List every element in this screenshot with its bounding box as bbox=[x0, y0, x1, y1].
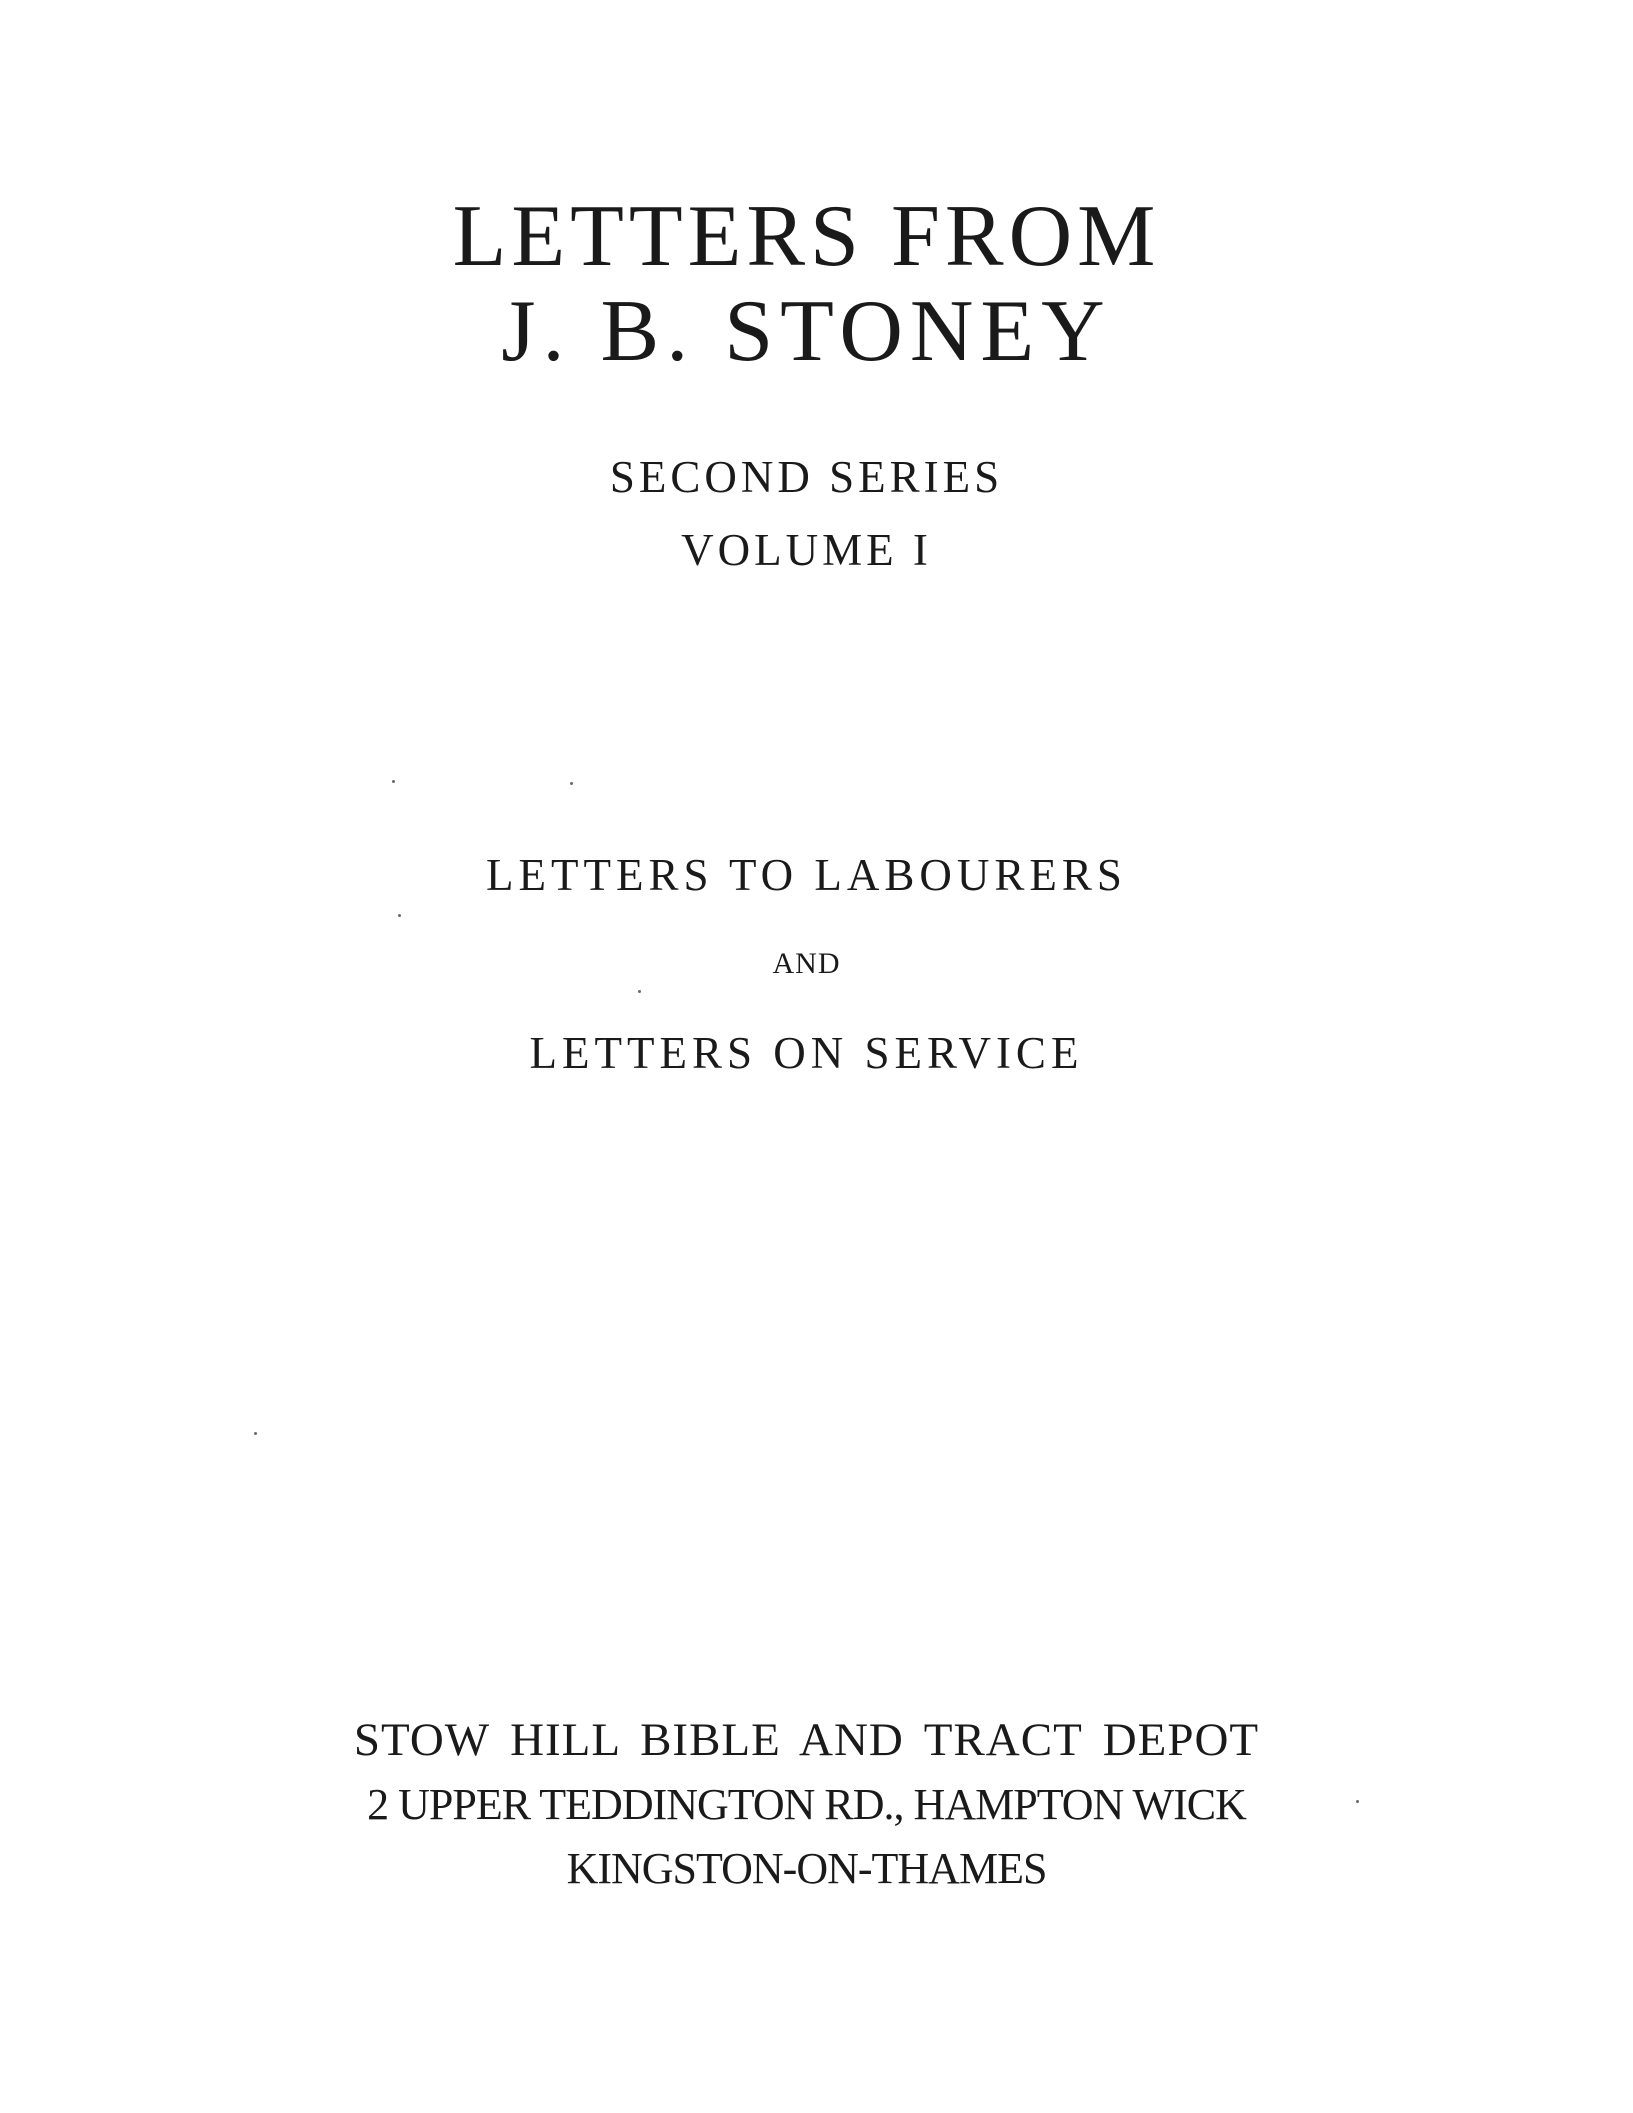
series-label: SECOND SERIES bbox=[609, 452, 1004, 502]
publisher-address-line-2: KINGSTON-ON-THAMES bbox=[566, 1844, 1047, 1893]
scan-speck bbox=[392, 780, 395, 783]
scan-speck bbox=[638, 990, 641, 993]
scan-speck bbox=[398, 914, 401, 917]
contents-part-1: LETTERS TO LABOURERS bbox=[486, 850, 1127, 900]
scan-speck bbox=[254, 1432, 257, 1435]
book-title-line-1: LETTERS FROM bbox=[452, 188, 1161, 285]
contents-part-2: LETTERS ON SERVICE bbox=[529, 1028, 1084, 1078]
publisher-name: STOW HILL BIBLE AND TRACT DEPOT bbox=[353, 1714, 1260, 1766]
book-title-line-2: J. B. STONEY bbox=[501, 283, 1112, 380]
scan-speck bbox=[570, 782, 573, 785]
scan-speck bbox=[1356, 1800, 1359, 1803]
volume-label: VOLUME I bbox=[681, 525, 932, 575]
contents-conjunction: AND bbox=[772, 947, 841, 980]
publisher-address-line-1: 2 UPPER TEDDINGTON RD., HAMPTON WICK bbox=[367, 1780, 1246, 1829]
